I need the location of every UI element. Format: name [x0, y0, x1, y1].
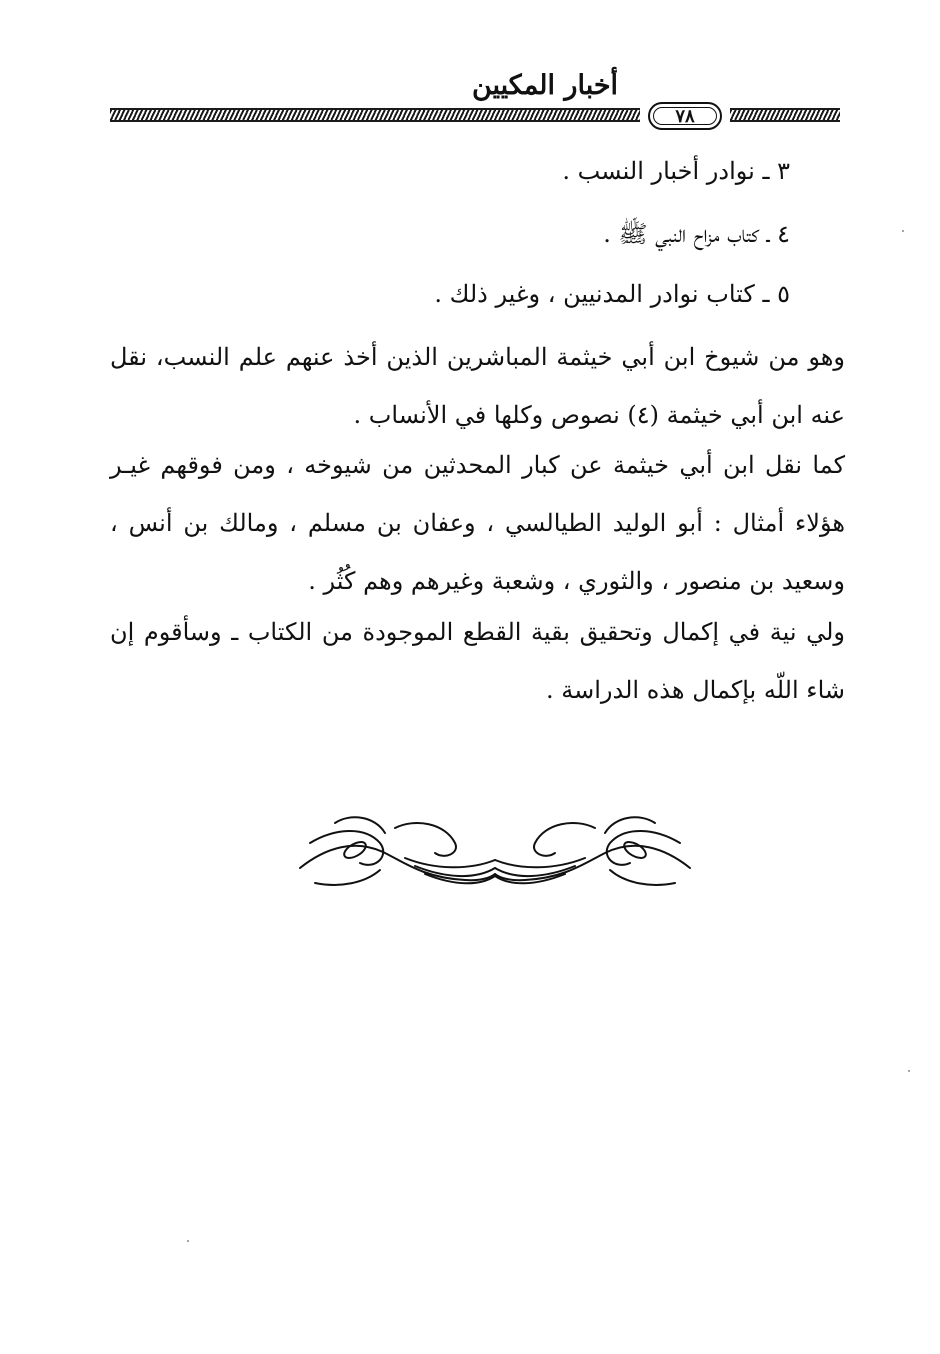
margin-speck: [908, 1070, 910, 1072]
margin-speck: [187, 1240, 189, 1242]
paragraph: ولي نية في إكمال وتحقيق بقية القطع الموجودة من الكتاب ـ وسأقوم إن شاء اللّه بإكمال هذه الدراسة .: [110, 618, 845, 704]
running-title: أخبار المكيين: [471, 70, 619, 101]
paragraph: وهو من شيوخ ابن أبي خيثمة المباشرين الذين أخذ عنهم علم النسب، نقل عنه ابن أبي خيثمة (٤) نصوص وكلها في الأنساب .: [110, 343, 845, 429]
margin-speck: [902, 230, 904, 232]
header-rule-left: [110, 108, 640, 122]
page-number-badge: [648, 102, 722, 130]
header-rule-right: [730, 108, 840, 122]
list-item: ٣ ـ نوادر أخبار النسب .: [562, 157, 790, 185]
paragraph: كما نقل ابن أبي خيثمة عن كبار المحدثين من شيوخه ، ومن فوقهم غيـر هؤلاء أمثال : أبو الوليد الطيالسي ، وعفان بن مسلم ، ومالك بن أنس ، وسعيد بن منصور ، والثوري ، وشعبة وغيرهم وهم كُثُر .: [110, 451, 845, 595]
page-number: ٧٨: [653, 107, 717, 125]
list-item: ٤ ـ كتاب مزاح النبي ﷺ .: [603, 220, 790, 248]
list-item: ٥ ـ كتاب نوادر المدنيين ، وغير ذلك .: [434, 280, 790, 308]
floral-divider-icon: [295, 808, 695, 898]
